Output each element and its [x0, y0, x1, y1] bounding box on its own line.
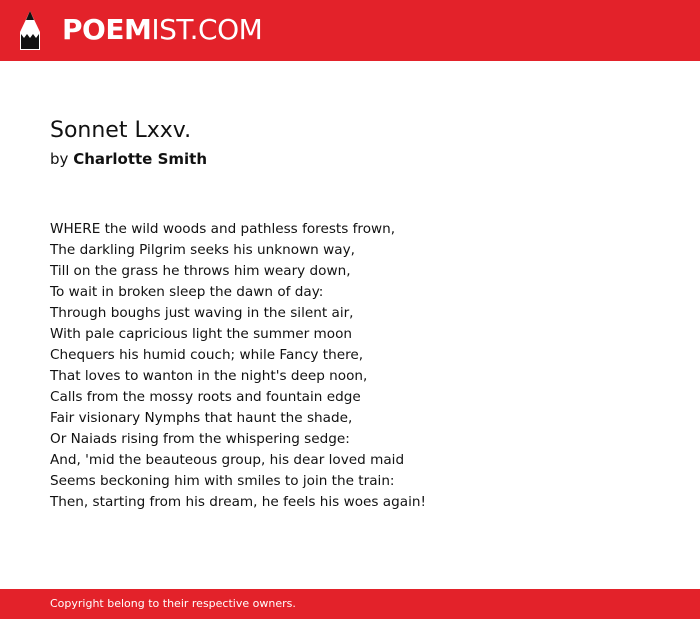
site-footer — [0, 589, 700, 619]
poem-line: Till on the grass he throws him weary down, — [50, 263, 351, 279]
poem-line: Fair visionary Nymphs that haunt the shade, — [50, 410, 353, 426]
poem-title: Sonnet Lxxv. — [50, 118, 192, 143]
poem-line: That loves to wanton in the night's deep noon, — [50, 368, 368, 384]
byline — [50, 149, 207, 169]
pencil-tip-icon[interactable] — [17, 10, 43, 51]
poem-line: Seems beckoning him with smiles to join the train: — [50, 473, 395, 489]
by-label: by — [50, 150, 69, 168]
poem-line: Through boughs just waving in the silent air, — [50, 305, 354, 321]
site-logo[interactable] — [62, 12, 262, 48]
poem-line: Chequers his humid couch; while Fancy there, — [50, 347, 364, 363]
poem-line: Calls from the mossy roots and fountain edge — [50, 389, 361, 405]
poem-line: WHERE the wild woods and pathless forests frown, — [50, 221, 396, 237]
site-header — [0, 0, 700, 61]
copyright-text: Copyright belong to their respective owners. — [50, 597, 296, 610]
poem-line: Then, starting from his dream, he feels his woes again! — [50, 494, 426, 510]
brand-light: IST.COM — [151, 13, 263, 46]
brand-strong: POEM — [62, 13, 152, 46]
author-name: Charlotte Smith — [73, 150, 208, 168]
poem-line: With pale capricious light the summer moon — [50, 326, 353, 342]
poem-body — [50, 219, 670, 513]
poem-line: And, 'mid the beauteous group, his dear loved maid — [50, 452, 405, 468]
poem-line: The darkling Pilgrim seeks his unknown way, — [50, 242, 355, 258]
poem-line: To wait in broken sleep the dawn of day: — [50, 284, 324, 300]
poem-line: Or Naiads rising from the whispering sedge: — [50, 431, 350, 447]
